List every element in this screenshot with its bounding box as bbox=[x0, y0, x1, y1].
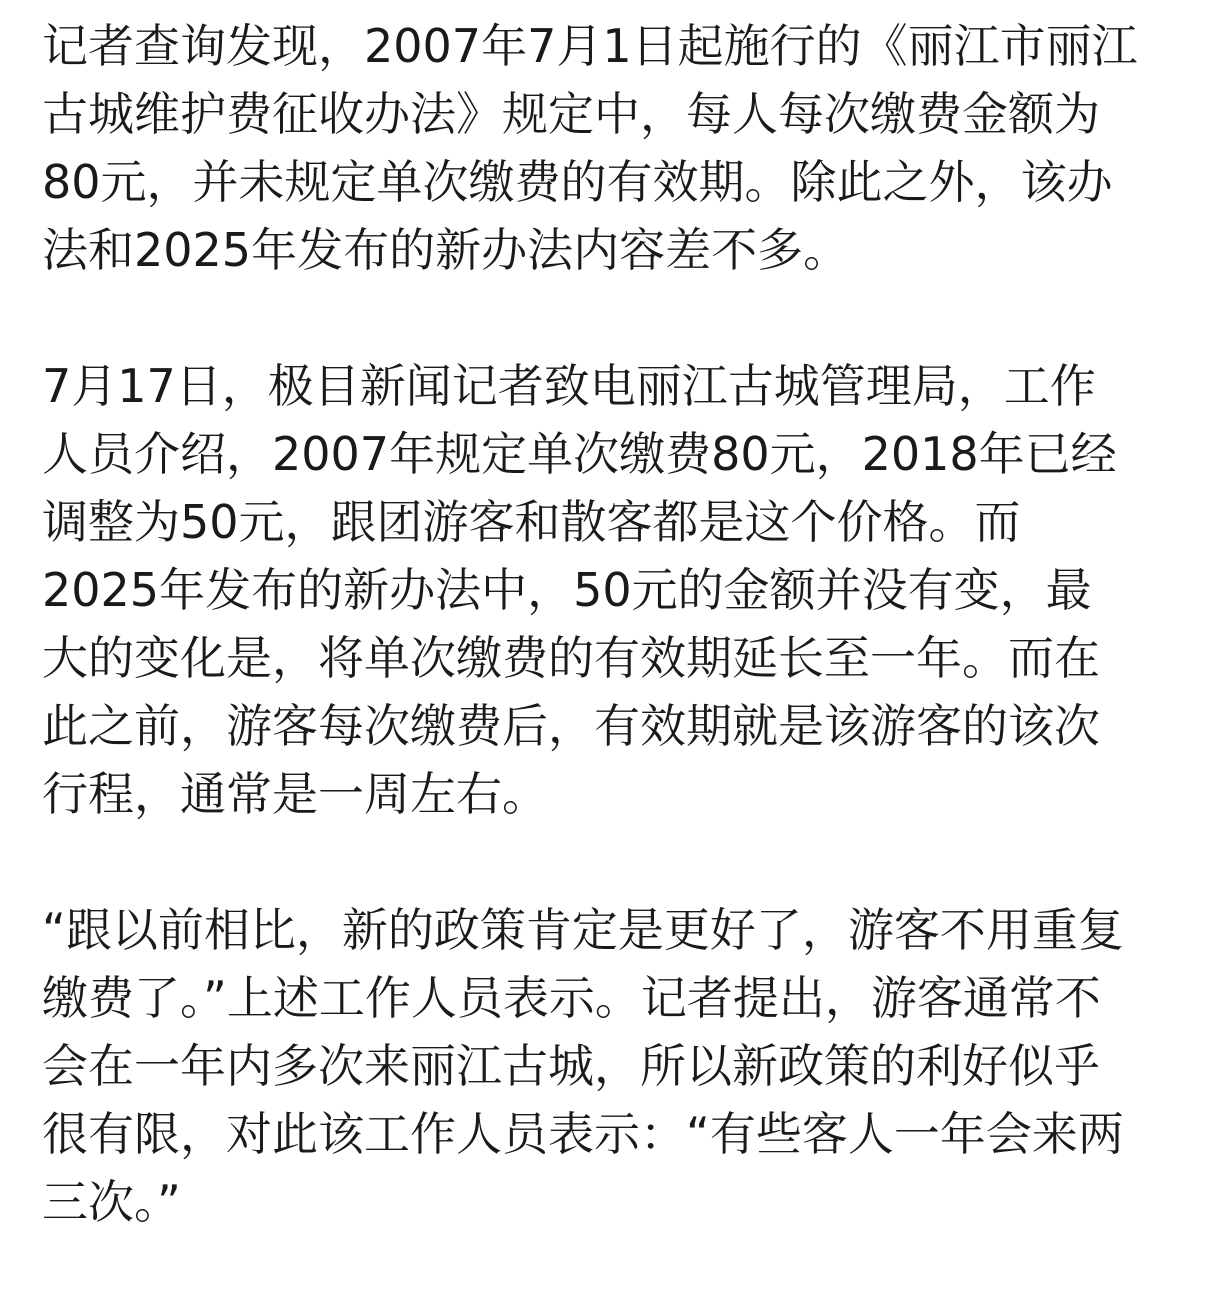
text-line: 大的变化是，将单次缴费的有效期延长至一年。而在 bbox=[42, 631, 1100, 685]
paragraph-1 bbox=[42, 12, 1172, 284]
text-line: 很有限，对此该工作人员表示：“有些客人一年会来两 bbox=[42, 1107, 1124, 1161]
text-line: 缴费了。”上述工作人员表示。记者提出，游客通常不 bbox=[42, 971, 1101, 1025]
text-line: 2025年发布的新办法中，50元的金额并没有变，最 bbox=[42, 563, 1092, 617]
text-line: 此之前，游客每次缴费后，有效期就是该游客的该次 bbox=[42, 699, 1100, 753]
text-line: 古城维护费征收办法》规定中，每人每次缴费金额为 bbox=[42, 87, 1100, 141]
text-line: 7月17日，极目新闻记者致电丽江古城管理局，工作 bbox=[42, 359, 1096, 413]
article-body bbox=[42, 12, 1172, 1236]
paragraph-spacer bbox=[42, 828, 1172, 896]
text-line: 会在一年内多次来丽江古城，所以新政策的利好似乎 bbox=[42, 1039, 1100, 1093]
text-line: 三次。” bbox=[42, 1175, 181, 1229]
text-line: 调整为50元，跟团游客和散客都是这个价格。而 bbox=[42, 495, 1021, 549]
paragraph-3 bbox=[42, 896, 1172, 1236]
text-line: 人员介绍，2007年规定单次缴费80元，2018年已经 bbox=[42, 427, 1117, 481]
text-line: “跟以前相比，新的政策肯定是更好了，游客不用重复 bbox=[42, 903, 1124, 957]
paragraph-spacer bbox=[42, 284, 1172, 352]
text-line: 行程，通常是一周左右。 bbox=[42, 767, 548, 821]
paragraph-2 bbox=[42, 352, 1172, 828]
text-line: 80元，并未规定单次缴费的有效期。除此之外，该办 bbox=[42, 155, 1113, 209]
text-line: 法和2025年发布的新办法内容差不多。 bbox=[42, 223, 850, 277]
text-line: 记者查询发现，2007年7月1日起施行的《丽江市丽江 bbox=[42, 19, 1138, 73]
